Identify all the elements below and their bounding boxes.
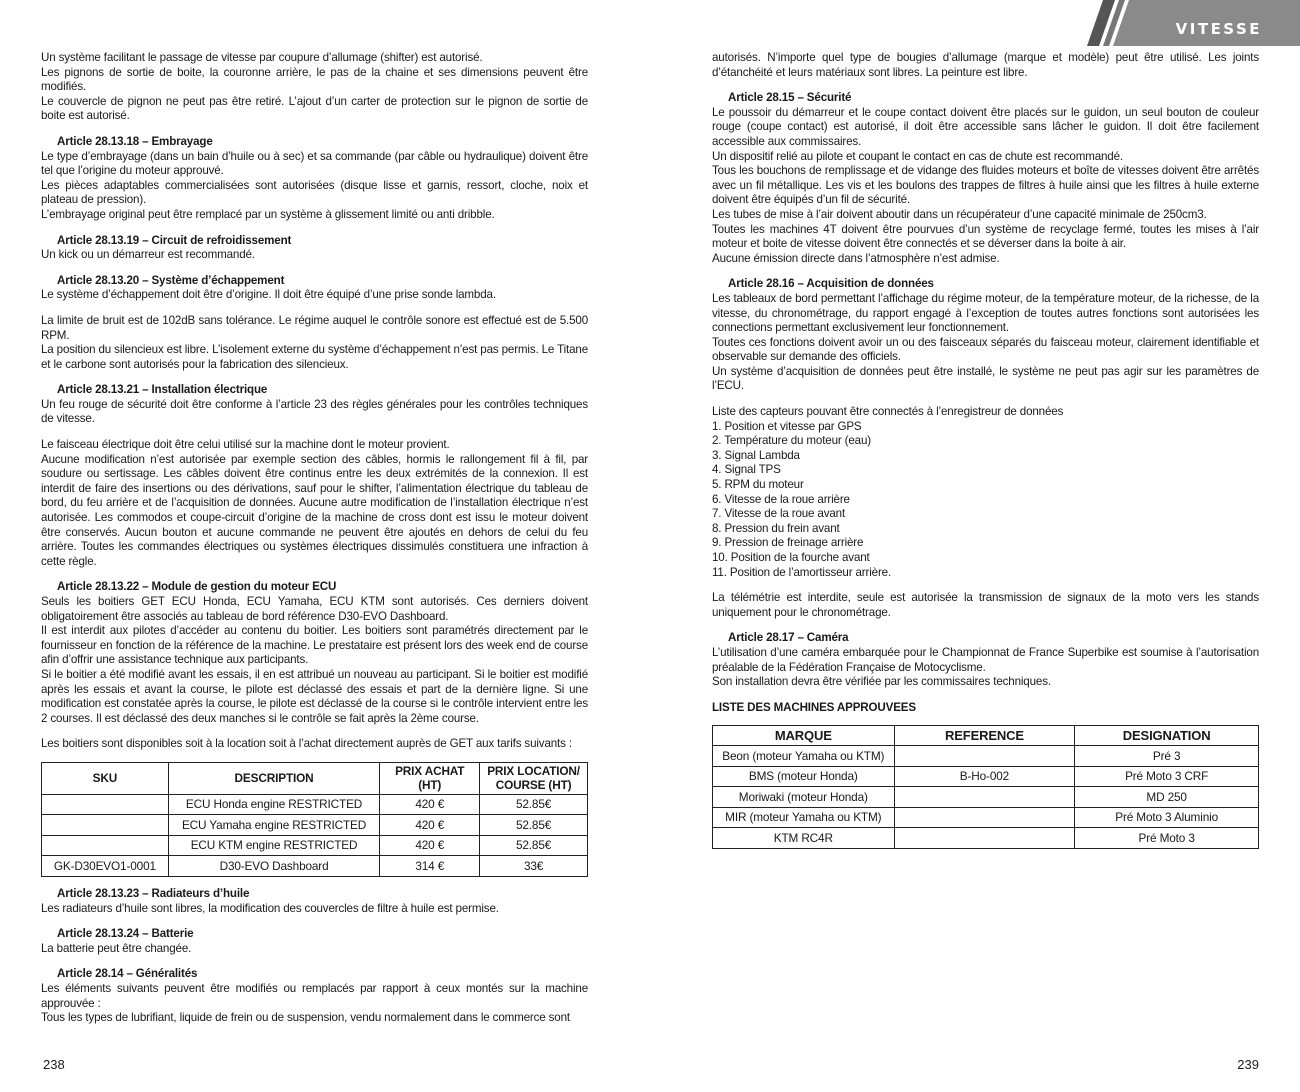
table-cell — [894, 828, 1075, 849]
paragraph: Aucune modification n’est autorisée par exemple section des câbles, hormis le rallongement fil à fil, par soudure ou sertissage. Les câbles doivent être continus entre les deux extrémités de la connexion. Il est interdit de faire des insertions ou des dérivations, sauf pour le shifter, l’alimentation électrique du tableau de bord, du feu arrière et de l’acquisition de données. Aucune autre modification de l’installation électrique n’est autorisée. Les commodos et coupe-circuit d’origine de la machine de cross dont est issu le moteur doivent être conservés. Aucun bouton et aucune commande ne peuvent être ajoutés en dehors de celui du feu arrière. Toutes les commandes électriques ou systèmes électriques dissimulés constituera une infraction à cette règle. — [41, 452, 588, 568]
paragraph: Le poussoir du démarreur et le coupe contact doivent être placés sur le guidon, un seul bouton de couleur rouge (coupe contact) est autorisé, il doit être accessible sans lâcher le guidon. Il doit être facilement accessible aux commissaires. — [712, 105, 1259, 148]
table-header-cell: PRIX ACHAT (HT) — [380, 762, 480, 794]
table-cell: Pré Moto 3 — [1075, 828, 1259, 849]
table-cell: ECU Honda engine RESTRICTED — [168, 794, 380, 815]
right-column — [712, 51, 1259, 849]
table-row — [713, 746, 1259, 767]
list-item: 5. RPM du moteur — [712, 478, 804, 492]
list-item: 3. Signal Lambda — [712, 448, 800, 462]
paragraph: Les éléments suivants peuvent être modifiés ou remplacés par rapport à ceux montés sur la machine approuvée : — [41, 981, 588, 1010]
table-cell: MD 250 — [1075, 787, 1259, 808]
article-heading: Article 28.16 – Acquisition de données — [728, 277, 934, 291]
paragraph: Il est interdit aux pilotes d’accéder au contenu du boitier. Les boitiers sont paramétrés directement par le fournisseur en fonction de la référence de la machine. Le prestataire est présent lors des week end de course afin d’offrir une assistance technique aux participants. — [41, 624, 588, 667]
article-heading: Article 28.13.23 – Radiateurs d’huile — [57, 886, 250, 900]
left-page — [41, 0, 588, 1092]
sensor-list — [712, 420, 1259, 581]
table-cell: B-Ho-002 — [894, 766, 1075, 787]
page-number: 239 — [1237, 1057, 1259, 1072]
paragraph: autorisés. N’importe quel type de bougies d’allumage (marque et modèle) peut être utilisé. Les joints d’étanchéité et leurs matériaux sont libres. La peinture est libre. — [712, 51, 1259, 79]
article-heading: Article 28.17 – Caméra — [728, 631, 849, 645]
list-item: 11. Position de l’amortisseur arrière. — [712, 565, 892, 579]
table-cell — [42, 794, 169, 815]
paragraph: Le couvercle de pignon ne peut pas être retiré. L’ajout d’un carter de protection sur le pignon de sortie de boite est autorisé. — [41, 94, 588, 123]
table-header-cell: REFERENCE — [894, 726, 1075, 746]
table-cell: Pré Moto 3 Aluminio — [1075, 807, 1259, 828]
right-page — [712, 0, 1259, 1092]
paragraph: Un feu rouge de sécurité doit être conforme à l’article 23 des règles générales pour les contrôles techniques de vitesse. — [41, 397, 588, 426]
paragraph: Un kick ou un démarreur est recommandé. — [41, 248, 255, 262]
paragraph: L’utilisation d’une caméra embarquée pour le Championnat de France Superbike est soumise à l’autorisation préalable de la Fédération Française de Motocyclisme. — [712, 645, 1259, 674]
paragraph: Les pignons de sortie de boite, la couronne arrière, le pas de la chaine et ses dimensions peuvent être modifiés. — [41, 65, 588, 94]
paragraph: L’embrayage original peut être remplacé par un système à glissement limité ou anti dribble. — [41, 207, 495, 221]
list-item: 1. Position et vitesse par GPS — [712, 419, 862, 433]
table-cell — [42, 835, 169, 856]
table-row — [42, 794, 588, 815]
paragraph: Les tubes de mise à l’air doivent aboutir dans un récupérateur d’une capacité minimale de 250cm3. — [712, 207, 1207, 221]
table-row — [42, 835, 588, 856]
table-cell: Moriwaki (moteur Honda) — [713, 787, 895, 808]
article-heading: Article 28.14 – Généralités — [57, 967, 198, 981]
table-cell: 52.85€ — [480, 835, 588, 856]
paragraph: Le faisceau électrique doit être celui utilisé sur la machine dont le moteur provient. — [41, 438, 450, 452]
table-cell: Beon (moteur Yamaha ou KTM) — [713, 746, 895, 767]
table-row — [713, 828, 1259, 849]
paragraph: Le type d’embrayage (dans un bain d’huile ou à sec) et sa commande (par câble ou hydraulique) doivent être tel que l’origine du moteur approuvé. — [41, 149, 588, 178]
table-cell — [42, 815, 169, 836]
table-row — [42, 856, 588, 877]
article-heading: Article 28.13.19 – Circuit de refroidissement — [57, 233, 292, 247]
paragraph: La batterie peut être changée. — [41, 941, 192, 955]
table-cell: ECU Yamaha engine RESTRICTED — [168, 815, 380, 836]
table-cell: ECU KTM engine RESTRICTED — [168, 835, 380, 856]
list-item: 7. Vitesse de la roue avant — [712, 507, 846, 521]
approved-machines-table — [712, 725, 1259, 849]
paragraph: Un système d’acquisition de données peut être installé, le système ne peut pas agir sur les paramètres de l’ECU. — [712, 364, 1259, 393]
table-row — [713, 766, 1259, 787]
paragraph: Toutes les machines 4T doivent être pourvues d’un système de recyclage fermé, toutes les mises à l’air moteur et boite de vitesse doivent être connectés et se déverser dans la boite à air. — [712, 222, 1259, 251]
article-heading: Article 28.13.22 – Module de gestion du moteur ECU — [57, 580, 337, 594]
article-heading: Article 28.13.18 – Embrayage — [57, 134, 213, 148]
section-title: VITESSE — [1175, 20, 1262, 38]
list-item: 2. Température du moteur (eau) — [712, 434, 871, 448]
paragraph: Les tableaux de bord permettant l’affichage du régime moteur, de la température moteur, de la richesse, de la vitesse, du chronométrage, du rapport engagé à l’exception de toutes autres fonctions sont autorisées les connections permettant exclusivement leur fonctionnement. — [712, 291, 1259, 335]
table-cell: 52.85€ — [480, 815, 588, 836]
table-row — [713, 787, 1259, 808]
paragraph: Les boitiers sont disponibles soit à la location soit à l’achat directement auprès de GET aux tarifs suivants : — [41, 737, 572, 751]
paragraph: La limite de bruit est de 102dB sans tolérance. Le régime auquel le contrôle sonore est effectué est de 5.500 RPM. — [41, 313, 588, 342]
table-cell: GK-D30EVO1-0001 — [42, 856, 169, 877]
table-header-cell: DESCRIPTION — [168, 762, 380, 794]
table-cell — [894, 807, 1075, 828]
table-header-cell: DESIGNATION — [1075, 726, 1259, 746]
article-heading: Article 28.13.21 – Installation électrique — [57, 383, 268, 397]
article-heading: Article 28.13.20 – Système d’échappement — [57, 273, 285, 287]
paragraph: Liste des capteurs pouvant être connectés à l’enregistreur de données — [712, 405, 1064, 419]
table-cell: D30-EVO Dashboard — [168, 856, 380, 877]
table-cell — [894, 787, 1075, 808]
paragraph: Les radiateurs d’huile sont libres, la modification des couvercles de filtre à huile est permise. — [41, 901, 499, 915]
list-item: 8. Pression du frein avant — [712, 521, 840, 535]
table-cell: 420 € — [380, 794, 480, 815]
table-cell: 420 € — [380, 815, 480, 836]
paragraph: Aucune émission directe dans l’atmosphère n’est admise. — [712, 251, 1000, 265]
paragraph: Tous les bouchons de remplissage et de vidange des fluides moteurs et boîte de vitesses doivent être arrêtés avec un fil métallique. Les vis et les boulons des trappes de filtres à huile ainsi que les filtres à huile externe doivent être équipés d’un fil de sécurité. — [712, 164, 1259, 207]
table-cell — [894, 746, 1075, 767]
paragraph: Un dispositif relié au pilote et coupant le contact en cas de chute est recommandé. — [712, 149, 1123, 163]
table-cell: 314 € — [380, 856, 480, 877]
left-column — [41, 51, 588, 1026]
table-cell: BMS (moteur Honda) — [713, 766, 895, 787]
article-heading: Article 28.13.24 – Batterie — [57, 927, 194, 941]
paragraph: Le système d’échappement doit être d’origine. Il doit être équipé d’une prise sonde lambda. — [41, 288, 496, 302]
list-item: 6. Vitesse de la roue arrière — [712, 492, 850, 506]
page-number: 238 — [43, 1057, 65, 1072]
table-cell: Pré 3 — [1075, 746, 1259, 767]
paragraph: Les pièces adaptables commercialisées sont autorisées (disque lisse et garnis, ressort, cloche, noix et plateau de pression). — [41, 178, 588, 207]
table-cell: 52.85€ — [480, 794, 588, 815]
table-header-row — [42, 762, 588, 794]
table-header-cell: SKU — [42, 762, 169, 794]
table-header-cell: MARQUE — [713, 726, 895, 746]
table-row — [42, 815, 588, 836]
article-heading: Article 28.15 – Sécurité — [728, 91, 852, 105]
paragraph: Toutes ces fonctions doivent avoir un ou des faisceaux séparés du faisceau moteur, clairement identifiable et observable sur demande des officiels. — [712, 335, 1259, 364]
table-cell: Pré Moto 3 CRF — [1075, 766, 1259, 787]
table-cell: KTM RC4R — [713, 828, 895, 849]
table-header-cell: PRIX LOCATION/ COURSE (HT) — [480, 762, 588, 794]
paragraph: Seuls les boitiers GET ECU Honda, ECU Yamaha, ECU KTM sont autorisés. Ces derniers doivent obligatoirement être associés au tableau de bord référence D30-EVO Dashboard. — [41, 595, 588, 623]
table-cell: MIR (moteur Yamaha ou KTM) — [713, 807, 895, 828]
ecu-price-table — [41, 762, 588, 877]
paragraph: Si le boitier a été modifié avant les essais, il en est attribué un nouveau au participant. Si le boitier est modifié après les essais et avant la course, le pilote est déclassé des essais et part de la dernière ligne. Si une modification est constatée après la course, le pilote est déclassé de la course si le contrôle intervient entre les 2 courses. Il est déclassé des deux manches si le contrôle se fait après la 2ème course. — [41, 667, 588, 725]
table-cell: 420 € — [380, 835, 480, 856]
paragraph: La position du silencieux est libre. L’isolement externe du système d’échappement n’est pas permis. Le Titane et le carbone sont autorisés pour la fabrication des silencieux. — [41, 343, 588, 371]
table-row — [713, 807, 1259, 828]
list-item: 10. Position de la fourche avant — [712, 551, 870, 564]
paragraph: Tous les types de lubrifiant, liquide de frein ou de suspension, vendu normalement dans le commerce sont — [41, 1011, 570, 1025]
paragraph: La télémétrie est interdite, seule est autorisée la transmission de signaux de la moto vers les stands uniquement pour le chronométrage. — [712, 591, 1259, 619]
list-item: 9. Pression de freinage arrière — [712, 536, 864, 550]
section-heading: LISTE DES MACHINES APPROUVEES — [712, 700, 916, 714]
paragraph: Un système facilitant le passage de vitesse par coupure d’allumage (shifter) est autorisé. — [41, 51, 483, 64]
paragraph: Son installation devra être vérifiée par les commissaires techniques. — [712, 675, 1051, 689]
table-cell: 33€ — [480, 856, 588, 877]
list-item: 4. Signal TPS — [712, 463, 781, 477]
table-header-row — [713, 726, 1259, 746]
